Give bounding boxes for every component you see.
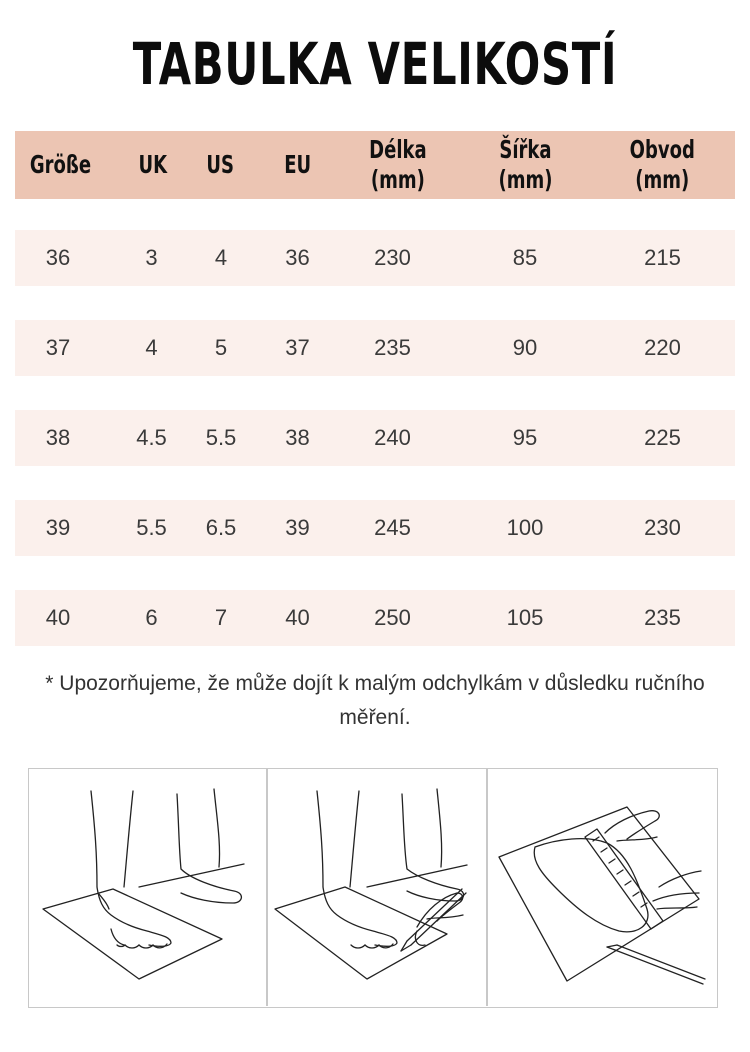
table-row <box>15 410 735 466</box>
measurement-note: * Upozorňujeme, že může dojít k malým odchylkám v důsledku ručního měření. <box>45 672 705 729</box>
cell-width: 85 <box>512 245 538 270</box>
cell-eu: 38 <box>285 425 310 450</box>
page-title: TABULKA VELIKOSTÍ <box>132 30 618 98</box>
cell-circumference: 235 <box>644 605 681 630</box>
cell-eu: 37 <box>285 335 310 360</box>
cell-width: 100 <box>506 515 544 540</box>
cell-size: 39 <box>45 515 71 540</box>
cell-uk: 6 <box>145 605 158 630</box>
cell-length: 250 <box>374 605 411 630</box>
cell-us: 7 <box>214 605 228 630</box>
header-uk: UK <box>138 150 167 179</box>
table-header <box>15 131 735 199</box>
header-size: Größe <box>29 150 91 179</box>
tracing-foot-icon <box>267 769 486 1006</box>
cell-us: 4 <box>214 245 228 270</box>
cell-size: 40 <box>45 605 71 630</box>
measuring-ruler-icon <box>487 769 717 1006</box>
cell-width: 90 <box>512 335 538 360</box>
measurement-illustrations <box>28 768 718 1008</box>
cell-length: 240 <box>374 425 411 450</box>
cell-us: 5 <box>214 335 228 360</box>
header-width: Šířka (mm) <box>498 135 552 194</box>
cell-uk: 4 <box>145 335 158 360</box>
cell-size: 37 <box>45 335 71 360</box>
table-row <box>15 590 735 646</box>
cell-length: 230 <box>374 245 411 270</box>
cell-uk: 5.5 <box>136 515 167 540</box>
cell-eu: 40 <box>285 605 310 630</box>
cell-eu: 36 <box>285 245 310 270</box>
table-row <box>15 320 735 376</box>
cell-circumference: 230 <box>644 515 681 540</box>
cell-us: 5.5 <box>205 425 237 450</box>
cell-size: 38 <box>45 425 71 450</box>
table-row <box>15 230 735 286</box>
header-eu: EU <box>284 150 311 179</box>
cell-circumference: 220 <box>644 335 681 360</box>
cell-length: 245 <box>374 515 411 540</box>
foot-on-paper-icon <box>29 769 266 1006</box>
table-row <box>15 500 735 556</box>
header-length: Délka (mm) <box>368 135 427 194</box>
cell-eu: 39 <box>285 515 310 540</box>
cell-length: 235 <box>374 335 411 360</box>
header-us: US <box>206 150 234 179</box>
cell-circumference: 225 <box>644 425 681 450</box>
cell-size: 36 <box>45 245 71 270</box>
cell-circumference: 215 <box>644 245 681 270</box>
header-circumference: Obvod (mm) <box>629 135 696 194</box>
cell-us: 6.5 <box>205 515 237 540</box>
cell-uk: 4.5 <box>136 425 167 450</box>
cell-uk: 3 <box>145 245 158 270</box>
cell-width: 105 <box>506 605 544 630</box>
cell-width: 95 <box>512 425 538 450</box>
